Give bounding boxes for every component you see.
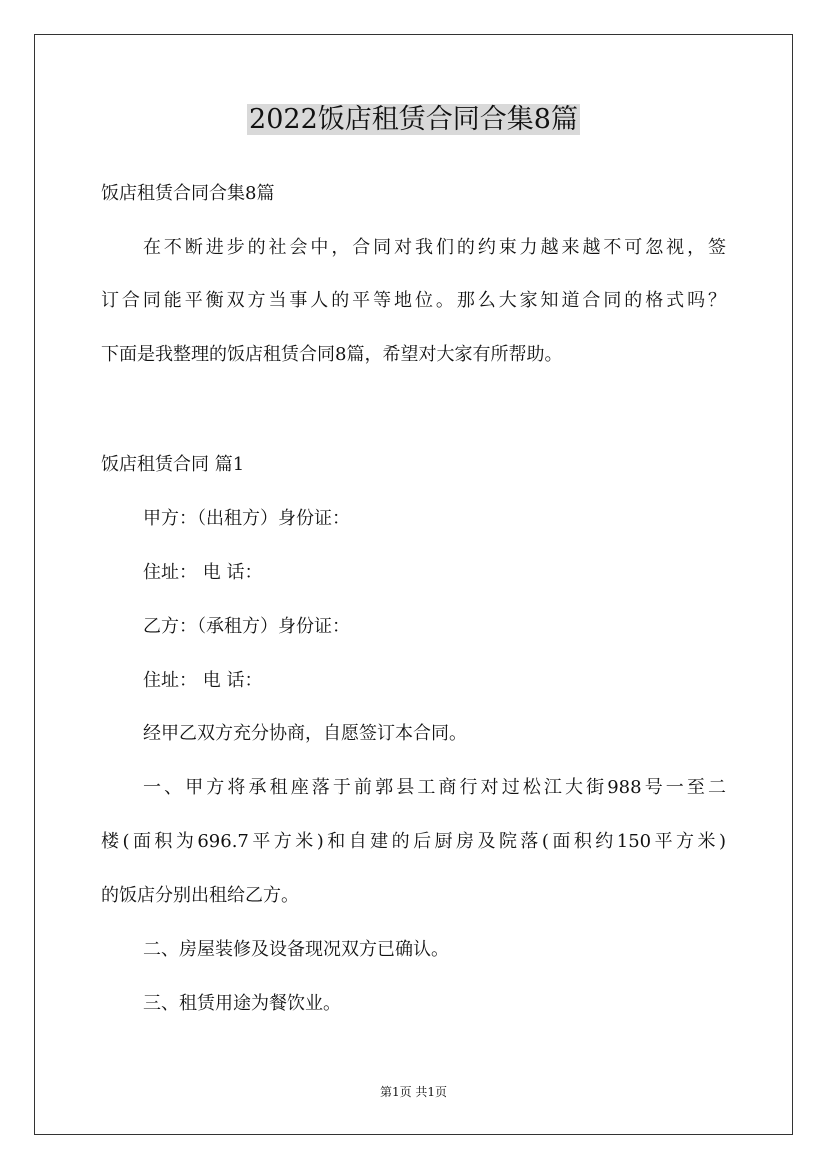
intro-line-3: 下面是我整理的饭店租赁合同8篇，希望对大家有所帮助。 xyxy=(101,344,563,365)
intro-line-1: 在不断进步的社会中，合同对我们的约束力越来越不可忽视，签 xyxy=(143,237,726,258)
document-subtitle: 饭店租赁合同合集8篇 xyxy=(101,183,275,204)
party-b-address-line: 住址： 电 话： xyxy=(143,670,263,691)
party-a-address-line: 住址： 电 话： xyxy=(143,562,263,583)
party-a-line: 甲方：（出租方）身份证： xyxy=(143,508,350,529)
document-title-text: 2022饭店租赁合同合集8篇 xyxy=(249,104,578,135)
clause-1-line-2: 楼(面积为696.7平方米)和自建的后厨房及院落(面积约150平方米) xyxy=(101,831,726,852)
page-footer: 第1页 共1页 xyxy=(379,1085,448,1099)
intro-line-2: 订合同能平衡双方当事人的平等地位。那么大家知道合同的格式吗？ xyxy=(101,290,726,311)
agreement-line: 经甲乙双方充分协商，自愿签订本合同。 xyxy=(143,723,467,744)
clause-2-line: 二、房屋装修及设备现况双方已确认。 xyxy=(143,939,449,960)
clause-1-line-1: 一、甲方将承租座落于前郭县工商行对过松江大街988号一至二 xyxy=(143,777,726,798)
document-title xyxy=(0,100,827,140)
clause-3-line: 三、租赁用途为餐饮业。 xyxy=(143,993,341,1014)
section-heading: 饭店租赁合同 篇1 xyxy=(101,454,245,475)
clause-1-line-3: 的饭店分别出租给乙方。 xyxy=(101,885,299,906)
party-b-line: 乙方：（承租方）身份证： xyxy=(143,616,350,637)
